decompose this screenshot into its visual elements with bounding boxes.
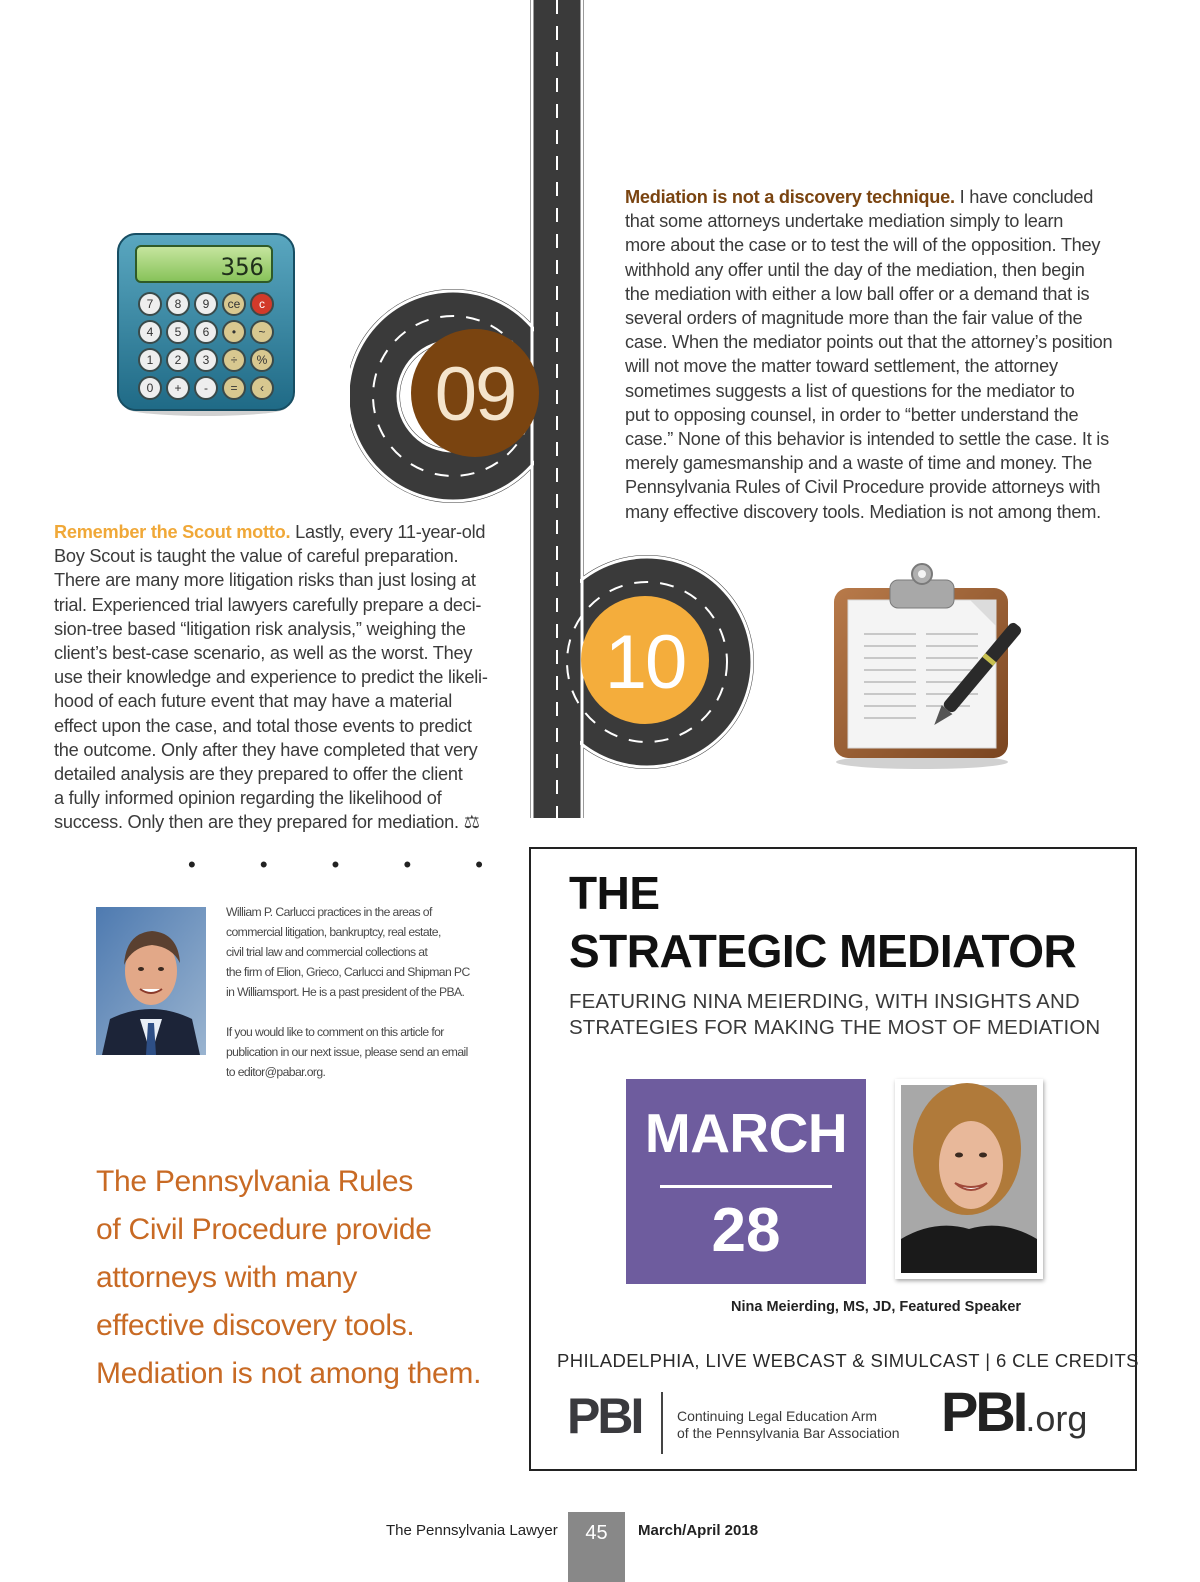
- calculator-display: 356: [220, 253, 264, 281]
- pbi-tagline: [677, 1408, 900, 1442]
- section-9-text: will not move the matter toward settlement, the attorney: [625, 356, 1058, 377]
- bio-line: [226, 922, 486, 942]
- section-10-line: [54, 810, 488, 834]
- section-10-line: [54, 641, 488, 665]
- section-9-text: withhold any offer until the day of the mediation, then begin: [625, 259, 1085, 280]
- section-10-text: success. Only then are they prepared for mediation. ⚖: [54, 812, 480, 833]
- pbi-tagline-line: [677, 1408, 900, 1425]
- section-9-text: merely gamesmanship and a waste of time and money. The: [625, 453, 1093, 474]
- calculator-key-label: ce: [227, 297, 241, 311]
- pbi-tagline-text: of the Pennsylvania Bar Association: [677, 1425, 900, 1441]
- author-bio: [226, 902, 486, 1082]
- bio-text: If you would like to comment on this article for: [226, 1025, 444, 1039]
- calculator-key-label: 3: [202, 353, 210, 367]
- pbi-tagline-line: [677, 1425, 900, 1442]
- section-9-line: [625, 427, 1112, 451]
- pull-quote-text: The Pennsylvania Rules: [96, 1165, 413, 1198]
- pbi-website-suffix: .org: [1025, 1398, 1088, 1439]
- section-10-text: [54, 520, 488, 835]
- section-10-line: [54, 593, 488, 617]
- section-9-text: put to opposing counsel, in order to “better understand the: [625, 404, 1079, 425]
- calculator-key-label: 9: [202, 297, 210, 311]
- ad-subtitle-text: STRATEGIES FOR MAKING THE MOST OF MEDIATION: [569, 1016, 1101, 1039]
- pull-quote-text: attorneys with many: [96, 1261, 358, 1294]
- section-9-line: [625, 403, 1112, 427]
- section-10-line: [54, 544, 488, 568]
- ad-title-line2: STRATEGIC MEDIATOR: [569, 925, 1077, 977]
- calculator-key-label: 1: [146, 353, 154, 367]
- calculator-key-label: 5: [174, 325, 182, 339]
- section-10-text: client’s best-case scenario, as well as the worst. They: [54, 643, 473, 664]
- section-9-line: [625, 306, 1112, 330]
- section-10-line: [54, 520, 488, 544]
- pbi-website-logo[interactable]: [941, 1379, 1087, 1444]
- ad-subtitle: [569, 989, 1100, 1041]
- calculator-key-label: ‹: [260, 381, 264, 395]
- pbi-tagline-text: Continuing Legal Education Arm: [677, 1408, 878, 1424]
- section-10-text: trial. Experienced trial lawyers carefully prepare a deci-: [54, 594, 482, 615]
- bio-line: [226, 982, 486, 1002]
- section-10-text: Boy Scout is taught the value of careful preparation.: [54, 546, 459, 567]
- bio-text: in Williamsport. He is a past president of the PBA.: [226, 985, 465, 999]
- calculator-key-label: •: [231, 325, 237, 339]
- section-9-heading: Mediation is not a discovery technique.: [625, 187, 955, 207]
- bio-line: [226, 1022, 486, 1042]
- ad-subtitle-text: FEATURING NINA MEIERDING, WITH INSIGHTS AND: [569, 990, 1080, 1013]
- bio-text: commercial litigation, bankruptcy, real estate,: [226, 925, 441, 939]
- section-9-line: [625, 282, 1112, 306]
- section-9-line: [625, 500, 1112, 524]
- event-ad[interactable]: [529, 847, 1137, 1471]
- bio-text: to editor@pabar.org.: [226, 1065, 326, 1079]
- calculator-key-label: =: [230, 381, 238, 395]
- calculator-key-label: -: [204, 381, 208, 395]
- section-10-text: hood of each future event that may have a material: [54, 691, 452, 712]
- pull-quote-line: [96, 1302, 481, 1350]
- bio-text: William P. Carlucci practices in the areas of: [226, 905, 432, 919]
- section-9-line: [625, 451, 1112, 475]
- footer-issue: March/April 2018: [638, 1522, 759, 1539]
- section-10-text: use their knowledge and experience to predict the likeli-: [54, 667, 488, 688]
- section-10-line: [54, 568, 488, 592]
- badge-10-number: 10: [604, 620, 686, 705]
- section-10-text: the outcome. Only after they have completed that very: [54, 739, 478, 760]
- calculator-key-label: 7: [146, 297, 154, 311]
- section-9-text: case. When the mediator points out that the attorney’s position: [625, 332, 1113, 353]
- section-separator: • • • • •: [188, 852, 512, 877]
- pbi-logo: PBI: [567, 1388, 642, 1444]
- bio-line: [226, 1002, 486, 1022]
- clipboard-icon: [830, 562, 1030, 772]
- section-10-line: [54, 786, 488, 810]
- event-info: PHILADELPHIA, LIVE WEBCAST & SIMULCAST | 6 CLE CREDITS: [557, 1350, 1139, 1371]
- calculator-key-label: c: [259, 297, 265, 311]
- section-9-text: Pennsylvania Rules of Civil Procedure provide attorneys with: [625, 477, 1101, 498]
- pbi-website-main: PBI: [941, 1380, 1026, 1443]
- badge-09-number: 09: [434, 352, 516, 437]
- pull-quote-line: [96, 1254, 481, 1302]
- pull-quote-line: [96, 1350, 481, 1398]
- section-9-text: many effective discovery tools. Mediation is not among them.: [625, 501, 1101, 522]
- bio-text: [226, 1005, 229, 1019]
- bio-line: [226, 1042, 486, 1062]
- section-9-line: [625, 185, 1112, 209]
- footer-publication: The Pennsylvania Lawyer: [386, 1522, 558, 1539]
- pull-quote-line: [96, 1158, 481, 1206]
- section-10-line: [54, 617, 488, 641]
- ad-subtitle-line: [569, 989, 1100, 1015]
- section-9-line: [625, 354, 1112, 378]
- speaker-photo: [895, 1079, 1043, 1279]
- section-9-text: the mediation with either a low ball offer or a demand that is: [625, 283, 1090, 304]
- calculator-key-label: ~: [258, 325, 266, 339]
- pull-quote-text: Mediation is not among them.: [96, 1357, 482, 1390]
- section-10-line: [54, 738, 488, 762]
- bio-text: publication in our next issue, please send an email: [226, 1045, 468, 1059]
- event-date-box: [626, 1079, 866, 1284]
- section-10-heading: Remember the Scout motto.: [54, 522, 291, 542]
- ad-title-line1: THE: [569, 867, 660, 919]
- calculator-key-label: +: [174, 381, 182, 395]
- section-10-text: effect upon the case, and total those events to predict: [54, 715, 472, 736]
- section-10-text: Lastly, every 11-year-old: [290, 522, 486, 542]
- page-number: 45: [568, 1512, 625, 1582]
- section-10-line: [54, 665, 488, 689]
- section-10-line: [54, 714, 488, 738]
- logo-divider: [661, 1392, 663, 1454]
- section-9-text: I have concluded: [954, 187, 1094, 207]
- event-day: 28: [711, 1196, 781, 1265]
- calculator-key-label: 8: [174, 297, 182, 311]
- section-9-line: [625, 379, 1112, 403]
- bio-line: [226, 1062, 486, 1082]
- bio-line: [226, 962, 486, 982]
- bio-line: [226, 942, 486, 962]
- pull-quote-text: effective discovery tools.: [96, 1309, 415, 1342]
- section-9-text: that some attorneys undertake mediation simply to learn: [625, 211, 1064, 232]
- section-9-text: sometimes suggests a list of questions for the mediator to: [625, 380, 1075, 401]
- section-10-text: detailed analysis are they prepared to offer the client: [54, 764, 463, 785]
- speaker-caption: Nina Meierding, MS, JD, Featured Speaker: [731, 1299, 1022, 1315]
- ad-subtitle-line: [569, 1015, 1100, 1041]
- section-9-text: [625, 185, 1112, 524]
- section-9-text: several orders of magnitude more than the fair value of the: [625, 308, 1083, 329]
- date-divider: [660, 1185, 832, 1188]
- calculator-key-label: 0: [146, 381, 154, 395]
- calculator-icon: [116, 232, 296, 418]
- pull-quote-line: [96, 1206, 481, 1254]
- calculator-key-label: 2: [174, 353, 182, 367]
- calculator-key-label: 4: [146, 325, 154, 339]
- bio-text: civil trial law and commercial collections at: [226, 945, 428, 959]
- calculator-key-label: %: [256, 353, 268, 367]
- pull-quote: [96, 1158, 481, 1398]
- section-9-text: case.” None of this behavior is intended to settle the case. It is: [625, 429, 1109, 450]
- bio-text: the firm of Elion, Grieco, Carlucci and Shipman PC: [226, 965, 470, 979]
- section-10-text: There are many more litigation risks than just losing at: [54, 570, 476, 591]
- section-9-line: [625, 258, 1112, 282]
- pull-quote-text: of Civil Procedure provide: [96, 1213, 432, 1246]
- section-9-line: [625, 330, 1112, 354]
- section-9-text: more about the case or to test the will of the opposition. They: [625, 235, 1101, 256]
- calculator-key-label: ÷: [230, 353, 238, 367]
- section-9-line: [625, 209, 1112, 233]
- section-10-text: a fully informed opinion regarding the likelihood of: [54, 788, 442, 809]
- section-9-line: [625, 233, 1112, 257]
- section-10-line: [54, 762, 488, 786]
- bio-line: [226, 902, 486, 922]
- section-10-text: sion-tree based “litigation risk analysis,” weighing the: [54, 618, 466, 639]
- section-9-line: [625, 475, 1112, 499]
- author-photo: [96, 907, 206, 1055]
- event-month: MARCH: [644, 1102, 848, 1164]
- calculator-key-label: 6: [202, 325, 210, 339]
- section-10-line: [54, 689, 488, 713]
